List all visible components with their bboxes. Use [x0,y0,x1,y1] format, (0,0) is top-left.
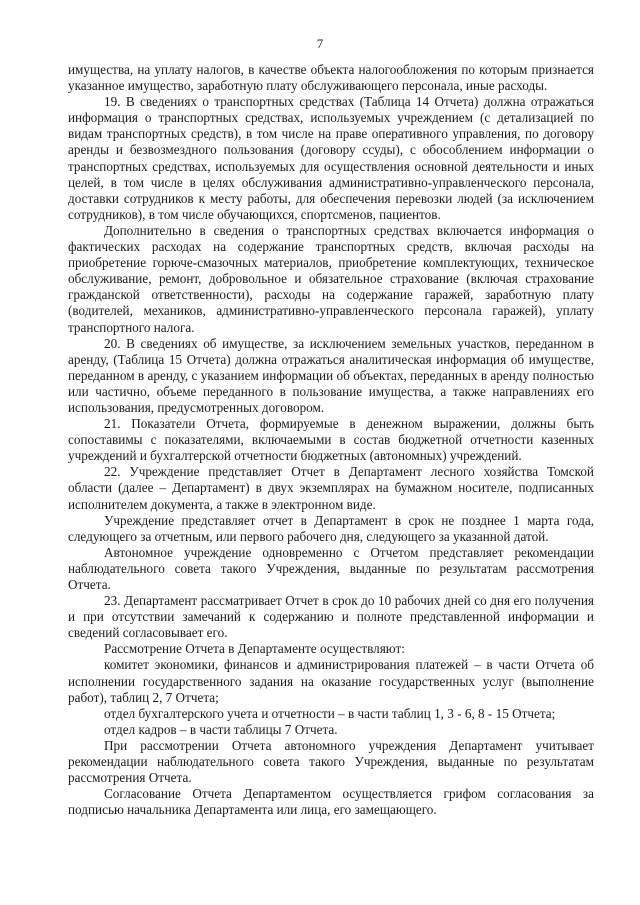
paragraph-continuation: имущества, на уплату налогов, в качестве объекта налогообложения по которым признается указанное имущество, заработную плату обслуживающего персонала, иные расходы. [68,62,594,94]
paragraph-approval: Согласование Отчета Департаментом осуществляется грифом согласования за подписью начальника Департамента или лица, его замещающего. [68,786,594,818]
paragraph-item-22: 22. Учреждение представляет Отчет в Департамент лесного хозяйства Томской области (далее – Департамент) в двух экземплярах на бумажном носителе, подписанных исполнителем документа, а также в электронном виде. [68,464,594,512]
paragraph-reviewer-accounting: отдел бухгалтерского учета и отчетности – в части таблиц 1, 3 - 6, 8 - 15 Отчета; [104,705,556,721]
document-body [68,62,594,818]
paragraph-autonomous-review: При рассмотрении Отчета автономного учреждения Департамент учитывает рекомендации наблюдательного совета такого Учреждения, выданные по результатам рассмотрения Отчета. [68,737,594,786]
page-number: 7 [316,36,324,51]
paragraph-reviewer-hr: отдел кадров – в части таблицы 7 Отчета. [104,721,338,737]
paragraph-reviewers-intro: Рассмотрение Отчета в Департаменте осуществляют: [104,641,405,657]
paragraph-submission-deadline: Учреждение представляет отчет в Департамент в срок не позднее 1 марта года, следующего за отчетным, или первого рабочего дня, следующего за указанной датой. [68,512,594,544]
paragraph-item-21: 21. Показатели Отчета, формируемые в денежном выражении, должны быть сопоставимы с показателями, включаемыми в состав бюджетной отчетности казенных учреждений и бухгалтерской отчетности бюджетных (автономных) учреждений. [68,416,594,464]
paragraph-transport-expenses: Дополнительно в сведения о транспортных средствах включается информация о фактических расходах на содержание транспортных средств, включая расходы на приобретение горюче-смазочных материалов, приобретение комплектующих, техническое обслуживание, ремонт, добровольное и обязательное страхование (включая страхование гражданской ответственности), расходы на содержание гаражей, заработную плату (водителей, механиков, административно-управленческого персонала гаражей), уплату транспортного налога. [68,222,594,335]
paragraph-autonomous-recommendations: Автономное учреждение одновременно с Отчетом представляет рекомендации наблюдательного совета такого Учреждения, выданные по результатам рассмотрения Отчета. [68,544,594,592]
paragraph-reviewer-committee: комитет экономики, финансов и администрирования платежей – в части Отчета об исполнении государственного задания на оказание государственных услуг (выполнение работ), таблиц 2, 7 Отчета; [68,657,594,705]
paragraph-item-23: 23. Департамент рассматривает Отчет в срок до 10 рабочих дней со дня его получения и при отсутствии замечаний к содержанию и полноте представленной информации и сведений согласовывает его. [68,593,594,641]
paragraph-item-20: 20. В сведениях об имуществе, за исключением земельных участков, переданном в аренду, (Таблица 15 Отчета) должна отражаться аналитическая информация об имуществе, переданном в аренду, с указанием информации об объектах, переданных в аренду полностью или частично, объеме переданного в пользование имущества, а также направлениях его использования, предусмотренных договором. [68,335,594,415]
paragraph-item-19: 19. В сведениях о транспортных средствах (Таблица 14 Отчета) должна отражаться информация о транспортных средствах, используемых учреждением (с детализацией по видам транспортных средств), в том числе на праве оперативного управления, по договору аренды и безвозмездного пользования (договору ссуды), с обособлением информации о транспортных средствах, используемых для осуществления основной деятельности и иных целей, в том числе в целях обслуживания административно-управленческого персонала, доставки сотрудников к месту работы, для обеспечения перевозки людей (за исключением сотрудников), в том числе обучающихся, спортсменов, пациентов. [68,94,594,222]
